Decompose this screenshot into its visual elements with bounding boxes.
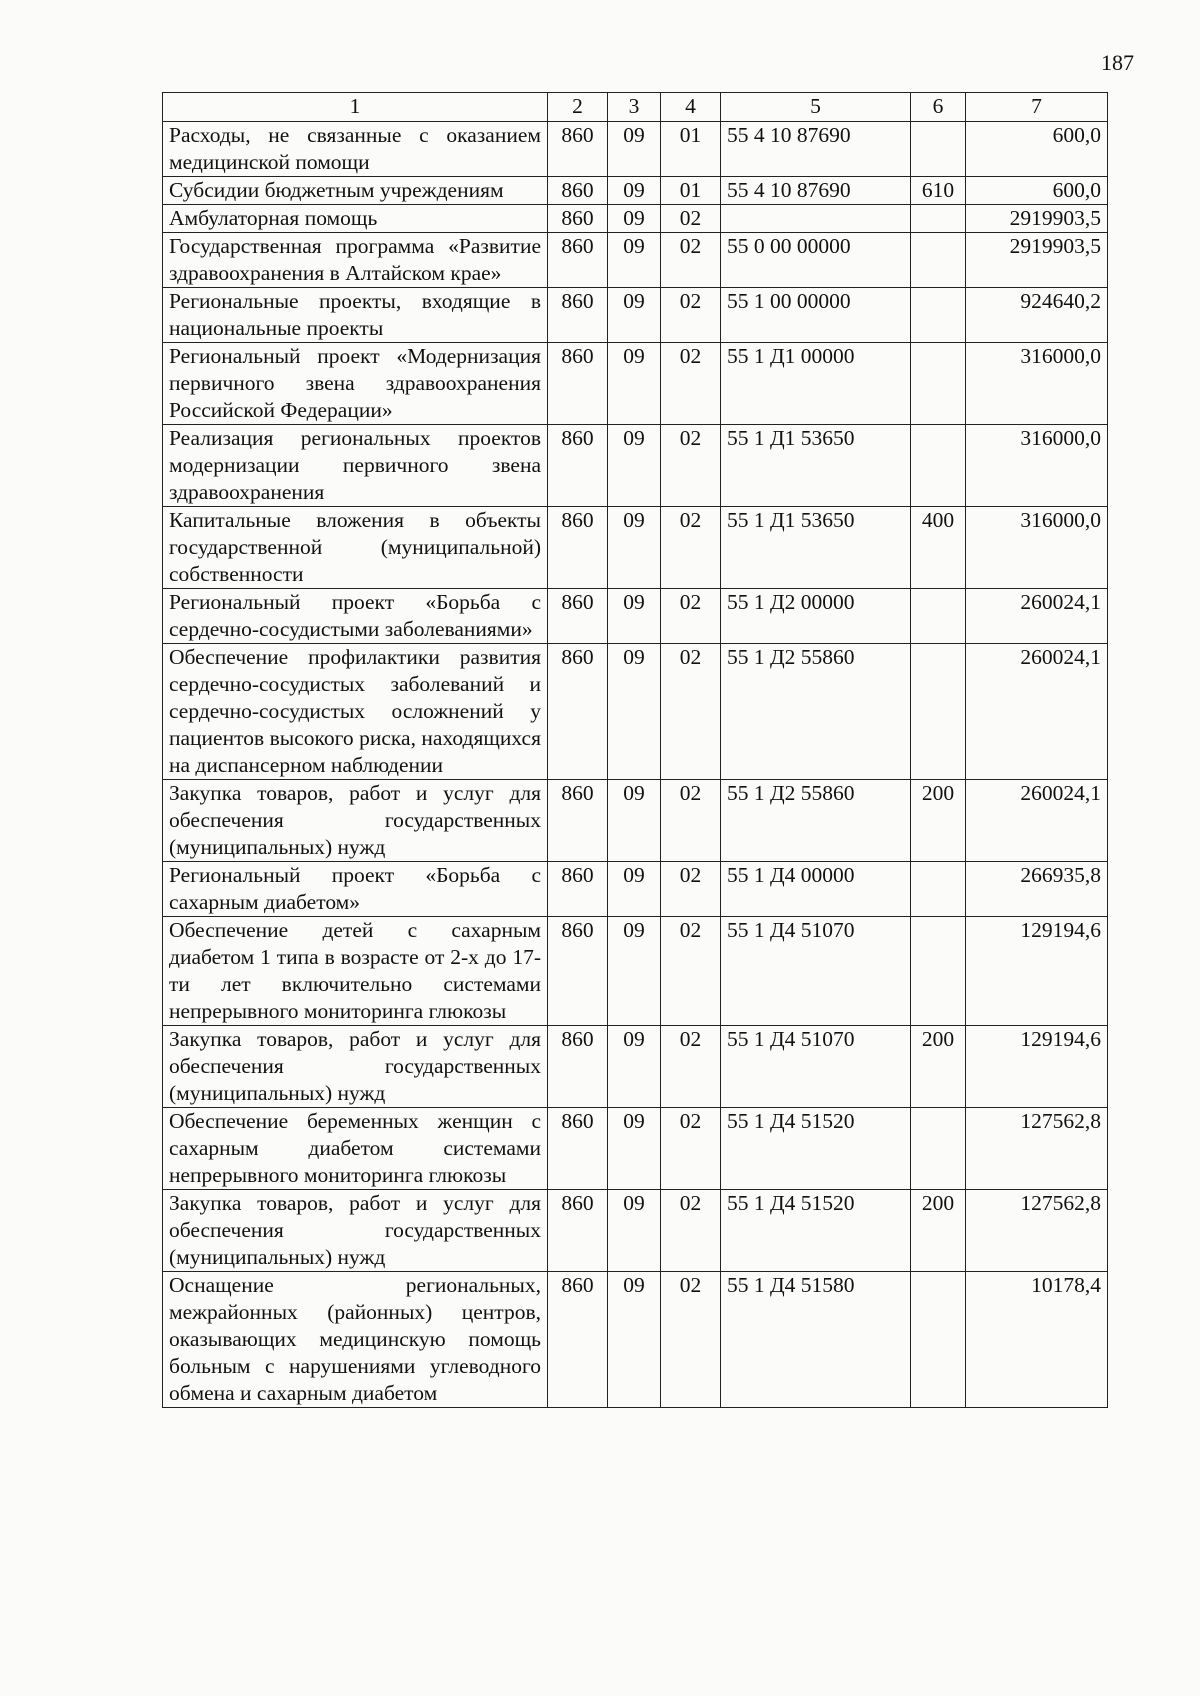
- admin-code-cell: 860: [548, 644, 608, 780]
- target-article-cell: 55 1 Д4 51520: [721, 1108, 911, 1190]
- table-row: [163, 917, 1108, 1026]
- table-row: [163, 177, 1108, 205]
- row-name-cell: Обеспечение детей с сахарным диабетом 1 типа в возрасте от 2-х до 17-ти лет включительно системами непрерывного мониторинга глюкозы: [163, 917, 548, 1026]
- subsection-cell: 02: [661, 780, 721, 862]
- column-header: 6: [911, 93, 966, 122]
- target-article-cell: 55 4 10 87690: [721, 122, 911, 177]
- row-name-cell: Региональный проект «Модернизация первичного звена здравоохранения Российской Федерации»: [163, 343, 548, 425]
- expense-type-cell: 200: [911, 1190, 966, 1272]
- target-article-cell: 55 1 00 00000: [721, 288, 911, 343]
- admin-code-cell: 860: [548, 288, 608, 343]
- section-cell: 09: [608, 1108, 661, 1190]
- expense-type-cell: [911, 122, 966, 177]
- admin-code-cell: 860: [548, 507, 608, 589]
- admin-code-cell: 860: [548, 122, 608, 177]
- admin-code-cell: 860: [548, 589, 608, 644]
- amount-cell: 129194,6: [966, 1026, 1108, 1108]
- table-body: [163, 122, 1108, 1408]
- section-cell: 09: [608, 1190, 661, 1272]
- amount-cell: 600,0: [966, 122, 1108, 177]
- expense-type-cell: [911, 644, 966, 780]
- table-row: [163, 780, 1108, 862]
- table-row: [163, 1108, 1108, 1190]
- amount-cell: 316000,0: [966, 425, 1108, 507]
- table-row: [163, 425, 1108, 507]
- subsection-cell: 01: [661, 177, 721, 205]
- table-row: [163, 589, 1108, 644]
- target-article-cell: 55 4 10 87690: [721, 177, 911, 205]
- target-article-cell: 55 1 Д2 55860: [721, 644, 911, 780]
- table-row: [163, 507, 1108, 589]
- admin-code-cell: 860: [548, 233, 608, 288]
- section-cell: 09: [608, 425, 661, 507]
- table-row: [163, 288, 1108, 343]
- target-article-cell: 55 1 Д4 51070: [721, 1026, 911, 1108]
- section-cell: 09: [608, 288, 661, 343]
- row-name-cell: Региональный проект «Борьба с сахарным диабетом»: [163, 862, 548, 917]
- row-name-cell: Обеспечение беременных женщин с сахарным диабетом системами непрерывного мониторинга глюкозы: [163, 1108, 548, 1190]
- admin-code-cell: 860: [548, 917, 608, 1026]
- section-cell: 09: [608, 507, 661, 589]
- expense-type-cell: [911, 917, 966, 1026]
- section-cell: 09: [608, 917, 661, 1026]
- table-row: [163, 1190, 1108, 1272]
- row-name-cell: Обеспечение профилактики развития сердечно-сосудистых заболеваний и сердечно-сосудистых осложнений у пациентов высокого риска, находящихся на диспансерном наблюдении: [163, 644, 548, 780]
- section-cell: 09: [608, 644, 661, 780]
- column-header: 3: [608, 93, 661, 122]
- admin-code-cell: 860: [548, 862, 608, 917]
- amount-cell: 266935,8: [966, 862, 1108, 917]
- expense-type-cell: [911, 862, 966, 917]
- subsection-cell: 02: [661, 343, 721, 425]
- expense-type-cell: [911, 1108, 966, 1190]
- row-name-cell: Закупка товаров, работ и услуг для обеспечения государственных (муниципальных) нужд: [163, 1026, 548, 1108]
- admin-code-cell: 860: [548, 343, 608, 425]
- subsection-cell: 02: [661, 205, 721, 233]
- expense-type-cell: [911, 343, 966, 425]
- row-name-cell: Амбулаторная помощь: [163, 205, 548, 233]
- row-name-cell: Расходы, не связанные с оказанием медицинской помощи: [163, 122, 548, 177]
- table-row: [163, 1026, 1108, 1108]
- section-cell: 09: [608, 177, 661, 205]
- subsection-cell: 02: [661, 1272, 721, 1408]
- amount-cell: 924640,2: [966, 288, 1108, 343]
- row-name-cell: Субсидии бюджетным учреждениям: [163, 177, 548, 205]
- expense-type-cell: 200: [911, 780, 966, 862]
- expense-type-cell: [911, 205, 966, 233]
- subsection-cell: 02: [661, 425, 721, 507]
- table-row: [163, 343, 1108, 425]
- subsection-cell: 02: [661, 507, 721, 589]
- admin-code-cell: 860: [548, 780, 608, 862]
- expense-type-cell: [911, 589, 966, 644]
- target-article-cell: 55 1 Д1 00000: [721, 343, 911, 425]
- admin-code-cell: 860: [548, 1190, 608, 1272]
- subsection-cell: 02: [661, 589, 721, 644]
- row-name-cell: Реализация региональных проектов модернизации первичного звена здравоохранения: [163, 425, 548, 507]
- section-cell: 09: [608, 1026, 661, 1108]
- row-name-cell: Государственная программа «Развитие здравоохранения в Алтайском крае»: [163, 233, 548, 288]
- amount-cell: 2919903,5: [966, 233, 1108, 288]
- admin-code-cell: 860: [548, 1026, 608, 1108]
- row-name-cell: Капитальные вложения в объекты государственной (муниципальной) собственности: [163, 507, 548, 589]
- table-row: [163, 862, 1108, 917]
- section-cell: 09: [608, 343, 661, 425]
- section-cell: 09: [608, 233, 661, 288]
- subsection-cell: 02: [661, 1190, 721, 1272]
- expense-type-cell: 200: [911, 1026, 966, 1108]
- table-row: [163, 122, 1108, 177]
- expense-type-cell: 610: [911, 177, 966, 205]
- column-header: 7: [966, 93, 1108, 122]
- target-article-cell: 55 1 Д4 51580: [721, 1272, 911, 1408]
- section-cell: 09: [608, 780, 661, 862]
- target-article-cell: 55 1 Д4 00000: [721, 862, 911, 917]
- subsection-cell: 02: [661, 917, 721, 1026]
- row-name-cell: Региональные проекты, входящие в национальные проекты: [163, 288, 548, 343]
- admin-code-cell: 860: [548, 1272, 608, 1408]
- budget-table: [162, 92, 1108, 1408]
- subsection-cell: 02: [661, 233, 721, 288]
- subsection-cell: 02: [661, 288, 721, 343]
- row-name-cell: Оснащение региональных, межрайонных (районных) центров, оказывающих медицинскую помощь больным с нарушениями углеводного обмена и сахарным диабетом: [163, 1272, 548, 1408]
- amount-cell: 2919903,5: [966, 205, 1108, 233]
- column-header: 2: [548, 93, 608, 122]
- target-article-cell: 55 0 00 00000: [721, 233, 911, 288]
- amount-cell: 127562,8: [966, 1108, 1108, 1190]
- admin-code-cell: 860: [548, 205, 608, 233]
- target-article-cell: 55 1 Д4 51520: [721, 1190, 911, 1272]
- section-cell: 09: [608, 205, 661, 233]
- target-article-cell: 55 1 Д2 55860: [721, 780, 911, 862]
- amount-cell: 10178,4: [966, 1272, 1108, 1408]
- subsection-cell: 01: [661, 122, 721, 177]
- page-number: 187: [1101, 50, 1134, 75]
- row-name-cell: Закупка товаров, работ и услуг для обеспечения государственных (муниципальных) нужд: [163, 780, 548, 862]
- expense-type-cell: [911, 233, 966, 288]
- expense-type-cell: [911, 1272, 966, 1408]
- table-row: [163, 205, 1108, 233]
- amount-cell: 129194,6: [966, 917, 1108, 1026]
- row-name-cell: Закупка товаров, работ и услуг для обеспечения государственных (муниципальных) нужд: [163, 1190, 548, 1272]
- admin-code-cell: 860: [548, 425, 608, 507]
- expense-type-cell: 400: [911, 507, 966, 589]
- section-cell: 09: [608, 1272, 661, 1408]
- subsection-cell: 02: [661, 1108, 721, 1190]
- target-article-cell: 55 1 Д4 51070: [721, 917, 911, 1026]
- amount-cell: 316000,0: [966, 343, 1108, 425]
- table-row: [163, 233, 1108, 288]
- target-article-cell: 55 1 Д1 53650: [721, 425, 911, 507]
- target-article-cell: 55 1 Д2 00000: [721, 589, 911, 644]
- target-article-cell: 55 1 Д1 53650: [721, 507, 911, 589]
- section-cell: 09: [608, 862, 661, 917]
- expense-type-cell: [911, 288, 966, 343]
- expense-type-cell: [911, 425, 966, 507]
- subsection-cell: 02: [661, 644, 721, 780]
- table-header-row: [163, 93, 1108, 122]
- table-row: [163, 644, 1108, 780]
- amount-cell: 260024,1: [966, 780, 1108, 862]
- amount-cell: 316000,0: [966, 507, 1108, 589]
- section-cell: 09: [608, 589, 661, 644]
- subsection-cell: 02: [661, 1026, 721, 1108]
- table-row: [163, 1272, 1108, 1408]
- amount-cell: 600,0: [966, 177, 1108, 205]
- admin-code-cell: 860: [548, 1108, 608, 1190]
- row-name-cell: Региональный проект «Борьба с сердечно-сосудистыми заболеваниями»: [163, 589, 548, 644]
- target-article-cell: [721, 205, 911, 233]
- section-cell: 09: [608, 122, 661, 177]
- subsection-cell: 02: [661, 862, 721, 917]
- column-header: 4: [661, 93, 721, 122]
- amount-cell: 260024,1: [966, 589, 1108, 644]
- amount-cell: 127562,8: [966, 1190, 1108, 1272]
- column-header: 5: [721, 93, 911, 122]
- amount-cell: 260024,1: [966, 644, 1108, 780]
- column-header: 1: [163, 93, 548, 122]
- admin-code-cell: 860: [548, 177, 608, 205]
